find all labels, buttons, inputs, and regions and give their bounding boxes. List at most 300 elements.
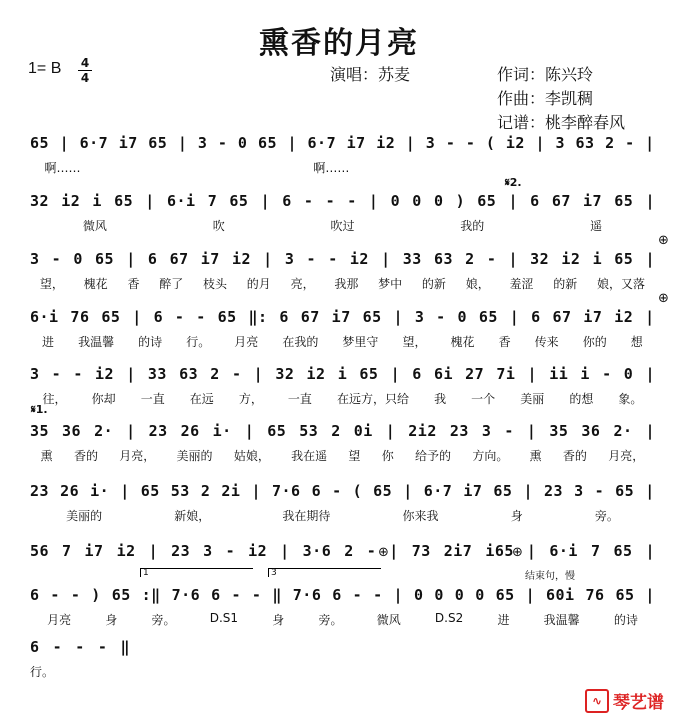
coda-mark-4: ⊕ — [512, 545, 523, 560]
barline: | — [645, 482, 655, 500]
segno-2-mark: 𝄋2. — [505, 176, 522, 189]
note: 6 — [153, 308, 164, 326]
note: 6 — [412, 365, 422, 383]
note: - — [174, 308, 185, 326]
note: i — [580, 365, 590, 383]
brand-name: 琴艺谱 — [613, 693, 664, 713]
note: 0 — [390, 192, 401, 210]
barline: | — [368, 192, 379, 210]
lyric-syllable: 美丽的 — [66, 509, 103, 523]
note: 35 — [549, 422, 569, 440]
note: i7 — [346, 134, 366, 152]
note: ii — [549, 365, 569, 383]
note: 3 — [197, 134, 208, 152]
note: 65 — [30, 134, 50, 152]
note: i7 — [583, 192, 603, 210]
coda-mark-2: ⊕ — [658, 291, 669, 306]
note: 6 — [332, 586, 342, 604]
note: - — [373, 586, 383, 604]
barline: | — [527, 365, 538, 383]
lyric-row — [30, 333, 655, 350]
note: i2 — [231, 250, 252, 268]
barline: | — [145, 192, 155, 210]
note: - — [70, 586, 81, 604]
lyric-syllable: 的新 — [553, 277, 578, 291]
barline: | — [244, 422, 255, 440]
barline: | — [148, 542, 159, 560]
lyric-syllable: 槐花 — [450, 335, 475, 349]
barline: | — [385, 422, 396, 440]
notation-row — [30, 480, 655, 502]
lyric-syllable: 一直 — [140, 392, 165, 406]
note: 7·6 — [171, 586, 201, 604]
note: - — [97, 638, 108, 656]
note: 65 — [114, 192, 134, 210]
note: 76 — [585, 586, 605, 604]
note: 63 — [179, 365, 199, 383]
lyric-syllable: 身 — [272, 613, 285, 627]
note: - — [504, 422, 514, 440]
note: 6·i — [166, 192, 196, 210]
barline: | — [645, 250, 655, 268]
note: 6·i — [549, 542, 578, 560]
note: i2 — [505, 134, 525, 152]
segno-1-mark: 𝄋1. — [31, 403, 48, 416]
lyric-syllable: 望， — [402, 335, 427, 349]
note: 65 — [101, 308, 121, 326]
notation-row — [30, 363, 655, 385]
note: 32 — [530, 250, 550, 268]
note: 6 — [530, 192, 540, 210]
note: 23 — [544, 482, 564, 500]
lyric-row — [30, 217, 655, 234]
lyric-syllable: 香 — [127, 277, 140, 291]
note: 0 — [457, 308, 468, 326]
lyric-syllable: 熏 — [529, 449, 542, 463]
note: i2 — [61, 192, 81, 210]
barline: ‖ — [272, 586, 282, 604]
barline: | — [260, 192, 271, 210]
note: 36 — [581, 422, 601, 440]
barline: | — [645, 192, 655, 210]
time-sig-bottom: 4 — [80, 71, 90, 85]
note: ( — [485, 134, 496, 152]
note: i2 — [248, 542, 268, 560]
note: 2 — [344, 542, 354, 560]
note: i65 — [485, 542, 514, 560]
note: 65 — [477, 192, 497, 210]
lyric-syllable: 吹过 — [330, 219, 355, 233]
note: 7 — [207, 192, 218, 210]
lyric-syllable: 的想 — [569, 392, 594, 406]
lyric-syllable: 我 — [434, 392, 447, 406]
note: - — [594, 482, 605, 500]
note: - — [332, 482, 342, 500]
lyric-syllable: 你 — [381, 449, 394, 463]
note: 65 — [614, 192, 634, 210]
note: - — [625, 134, 635, 152]
barline: | — [251, 482, 261, 500]
note: 23 — [449, 422, 469, 440]
note: 7·6 — [292, 586, 322, 604]
barline: | — [126, 422, 136, 440]
note: 53 — [299, 422, 319, 440]
barline: | — [390, 365, 401, 383]
note: 65 — [362, 308, 382, 326]
note: 67 — [551, 192, 571, 210]
note: i7 — [118, 134, 138, 152]
brand-logo-icon: ∿ — [585, 689, 609, 713]
lyric-row — [30, 507, 655, 524]
barline: | — [381, 250, 391, 268]
barline: | — [405, 134, 416, 152]
note: 65 — [614, 250, 634, 268]
lyric-syllable: 你来我 — [402, 509, 439, 523]
note: 6·7 — [307, 134, 337, 152]
note: 3 — [555, 134, 566, 152]
note: i — [592, 250, 603, 268]
note: 65 — [229, 192, 249, 210]
note: 6·7 — [79, 134, 109, 152]
note: i2 — [614, 308, 634, 326]
lyric-syllable: 象。 — [618, 392, 643, 406]
note: 23 — [30, 482, 50, 500]
note: 0 — [237, 134, 248, 152]
lyric-syllable: 旁。 — [318, 613, 343, 627]
note: 6·i — [30, 308, 59, 326]
lyric-syllable: 亮， — [290, 277, 315, 291]
lyric-syllable: 吹 — [212, 219, 225, 233]
note: ) — [91, 586, 101, 604]
note: - — [225, 542, 236, 560]
note: - — [51, 250, 62, 268]
lyric-syllable: 我温馨 — [78, 335, 115, 349]
note: i2 — [306, 365, 326, 383]
notation-row — [30, 190, 655, 212]
transcriber-credit: 记谱：桃李醉春风 — [497, 113, 626, 132]
lyric-syllable: 美丽 — [520, 392, 545, 406]
note: 0 — [412, 192, 422, 210]
note: i7 — [331, 308, 351, 326]
lyric-syllable: 的诗 — [138, 335, 163, 349]
note: 0 — [623, 365, 634, 383]
lyric-syllable: 给予的 — [415, 449, 452, 463]
note: 3 — [284, 250, 295, 268]
lyric-syllable: 你的 — [582, 335, 607, 349]
lyric-row — [30, 663, 60, 680]
note: - — [465, 134, 476, 152]
lyric-row — [30, 390, 655, 407]
time-sig-top: 4 — [80, 56, 90, 70]
note: 65 — [615, 482, 635, 500]
note: 65 — [613, 542, 633, 560]
note: 35 — [30, 422, 50, 440]
note: - — [328, 250, 338, 268]
barline: | — [523, 482, 533, 500]
note: - — [436, 308, 446, 326]
note: 0 — [413, 586, 424, 604]
lyric-syllable: 姑娘， — [233, 449, 270, 463]
lyric-syllable: 的月 — [246, 277, 271, 291]
lyric-syllable: 往， — [42, 392, 67, 406]
notation-row — [30, 636, 130, 658]
barline: | — [535, 134, 545, 152]
note: 26 — [60, 482, 80, 500]
lyric-syllable: 啊…… — [44, 161, 81, 175]
note: 3·6 — [302, 542, 332, 560]
note: 65 — [359, 365, 379, 383]
note: ) — [455, 192, 466, 210]
lyric-syllable: 旁。 — [151, 613, 176, 627]
lyric-syllable: 美丽的 — [176, 449, 213, 463]
note: i2 — [376, 134, 396, 152]
note: - — [52, 638, 63, 656]
note: - — [51, 365, 62, 383]
lyric-syllable: 啊…… — [313, 161, 350, 175]
barline: | — [509, 308, 520, 326]
barline: | — [126, 250, 136, 268]
note: 65 — [495, 586, 515, 604]
note: 0 — [475, 586, 485, 604]
note: i — [92, 192, 102, 210]
lyric-syllable: 一直 — [287, 392, 312, 406]
lyric-syllable: 望， — [39, 277, 64, 291]
note: - — [347, 192, 357, 210]
note: i7 — [84, 542, 104, 560]
note: 3 — [414, 308, 425, 326]
note: i7 — [583, 308, 603, 326]
barline: | — [280, 542, 290, 560]
note: 65 — [267, 422, 287, 440]
brand-logo[interactable] — [585, 688, 664, 713]
lyric-syllable: 在远方，只给 — [337, 392, 410, 406]
notation-row — [30, 132, 655, 154]
note: 7i — [496, 365, 516, 383]
barline: | — [59, 134, 70, 152]
lyric-syllable: 月亮， — [119, 449, 156, 463]
note: - — [325, 192, 336, 210]
notation-row — [30, 306, 655, 328]
note: 7 — [590, 542, 601, 560]
note: 65 — [615, 586, 635, 604]
lyric-syllable: 进 — [497, 613, 510, 627]
lyric-row — [30, 275, 655, 292]
lyric-syllable: 梦里守 — [342, 335, 379, 349]
barline: | — [253, 365, 264, 383]
lyric-syllable: 在远 — [189, 392, 214, 406]
note: - — [75, 638, 85, 656]
lyric-syllable: 传来 — [534, 335, 559, 349]
lyric-syllable: 梦中 — [378, 277, 403, 291]
note: i2 — [95, 365, 115, 383]
notation-row — [30, 584, 655, 606]
lyric-syllable: 进 — [42, 335, 55, 349]
coda-mark: ⊕ — [658, 233, 669, 248]
barline: | — [287, 134, 298, 152]
lyric-row — [30, 611, 655, 628]
lyric-syllable: 身 — [510, 509, 523, 523]
lyric-row — [30, 159, 655, 176]
note: i2 — [561, 250, 581, 268]
note: 7 — [62, 542, 72, 560]
lyric-syllable: 月亮 — [47, 613, 72, 627]
lyric-syllable: 微风 — [82, 219, 107, 233]
barline: | — [645, 586, 655, 604]
note: 56 — [30, 542, 50, 560]
note: 32 — [275, 365, 295, 383]
barline: | — [126, 365, 136, 383]
lyric-syllable: 望 — [348, 449, 361, 463]
note: 6 — [30, 638, 40, 656]
note: 3 — [481, 422, 492, 440]
note: - — [196, 308, 206, 326]
volta-3: 3 — [268, 568, 381, 577]
lyric-syllable: 微风 — [376, 613, 401, 627]
barline: :‖ — [141, 586, 161, 604]
barline: | — [645, 422, 655, 440]
lyric-syllable: 月亮， — [608, 449, 645, 463]
barline: | — [525, 586, 536, 604]
lyric-syllable: D.S1 — [209, 611, 239, 625]
barline: | — [389, 542, 399, 560]
note: - — [73, 365, 83, 383]
lyric-syllable: 行。 — [30, 665, 55, 679]
note: 3 — [203, 542, 213, 560]
barline: | — [508, 250, 519, 268]
note: - — [366, 542, 377, 560]
lyric-syllable: 身 — [105, 613, 118, 627]
note: 3 — [30, 365, 40, 383]
lyric-row — [30, 447, 655, 464]
lyric-syllable: 我在期待 — [282, 509, 331, 523]
song-title: 熏香的月亮 — [259, 26, 419, 61]
note: i7 — [200, 250, 220, 268]
note: i2 — [116, 542, 136, 560]
notation-row — [30, 420, 655, 442]
lyric-syllable: 一个 — [471, 392, 496, 406]
note: i7 — [463, 482, 483, 500]
note: 0i — [353, 422, 373, 440]
lyric-syllable: 的新 — [421, 277, 446, 291]
lyric-syllable: 香的 — [73, 449, 98, 463]
lyric-syllable: 香 — [498, 335, 511, 349]
lyric-syllable: 娘， — [465, 277, 490, 291]
note: - — [217, 134, 228, 152]
lyric-syllable: 月亮 — [234, 335, 259, 349]
note: 33 — [147, 365, 167, 383]
note: 0 — [434, 586, 444, 604]
note: 0 — [433, 192, 444, 210]
note: 26 — [180, 422, 200, 440]
note: 27 — [465, 365, 485, 383]
note: - — [251, 586, 262, 604]
lyric-syllable: 我的 — [460, 219, 485, 233]
note: 2 — [210, 365, 220, 383]
volta-1: 1 — [140, 568, 253, 577]
lyric-syllable: 你却 — [91, 392, 116, 406]
note: 2 — [331, 422, 341, 440]
lyric-syllable: 羞涩 — [509, 277, 534, 291]
time-signature — [78, 57, 92, 84]
note: 6 — [531, 308, 541, 326]
lyric-syllable: 在我的 — [282, 335, 319, 349]
barline: | — [393, 586, 404, 604]
barline: ‖: — [248, 308, 268, 326]
ending-instruction: 结束句，慢 — [525, 571, 575, 582]
lyric-syllable: 旁。 — [594, 509, 619, 523]
note: 2 — [200, 482, 211, 500]
note: i — [337, 365, 348, 383]
note: 65 — [111, 586, 131, 604]
lyric-syllable: 香的 — [562, 449, 587, 463]
note: - — [445, 134, 456, 152]
lyric-syllable: 方， — [238, 392, 263, 406]
note: 7·6 — [271, 482, 301, 500]
note: 3 — [30, 250, 40, 268]
note: 53 — [170, 482, 190, 500]
note: 63 — [433, 250, 453, 268]
note: 3 — [425, 134, 436, 152]
lyric-syllable: 遥 — [590, 219, 603, 233]
lyricist-credit: 作词：陈兴玲 — [497, 65, 594, 84]
note: i· — [212, 422, 232, 440]
note: 67 — [300, 308, 320, 326]
barline: | — [403, 482, 413, 500]
note: i2 — [349, 250, 369, 268]
note: 2i — [221, 482, 241, 500]
note: 6 — [279, 308, 289, 326]
note: 2 — [465, 250, 475, 268]
note: - — [486, 250, 497, 268]
barline: | — [263, 250, 273, 268]
note: 65 — [217, 308, 237, 326]
note: 6·7 — [423, 482, 453, 500]
note: 6 — [211, 586, 221, 604]
note: 3 — [574, 482, 584, 500]
barline: | — [120, 482, 130, 500]
lyric-syllable: 醉了 — [159, 277, 184, 291]
barline: | — [177, 134, 188, 152]
note: 2· — [94, 422, 114, 440]
note: 65 — [148, 134, 168, 152]
lyric-syllable: 娘，又落 — [597, 277, 646, 291]
lyric-syllable: 我在遥 — [291, 449, 328, 463]
barline: | — [526, 542, 537, 560]
note: 65 — [95, 250, 115, 268]
barline: | — [526, 422, 537, 440]
lyric-syllable: 新娘， — [174, 509, 211, 523]
note: 73 — [411, 542, 431, 560]
note: 63 — [575, 134, 595, 152]
note: i· — [90, 482, 110, 500]
lyric-syllable: 枝头 — [203, 277, 228, 291]
note: 2 — [605, 134, 615, 152]
lyric-syllable: 想 — [630, 335, 643, 349]
note: 65 — [373, 482, 393, 500]
note: 6 — [30, 586, 40, 604]
note: 67 — [552, 308, 572, 326]
note: 60i — [546, 586, 575, 604]
note: - — [602, 365, 612, 383]
barline: | — [393, 308, 403, 326]
lyric-syllable: 的诗 — [613, 613, 638, 627]
note: - — [352, 586, 363, 604]
key-signature: 1= B — [28, 60, 62, 77]
lyric-syllable: 槐花 — [83, 277, 108, 291]
composer-credit: 作曲：李凯稠 — [497, 89, 594, 108]
note: - — [231, 365, 242, 383]
lyric-syllable: 熏 — [40, 449, 53, 463]
